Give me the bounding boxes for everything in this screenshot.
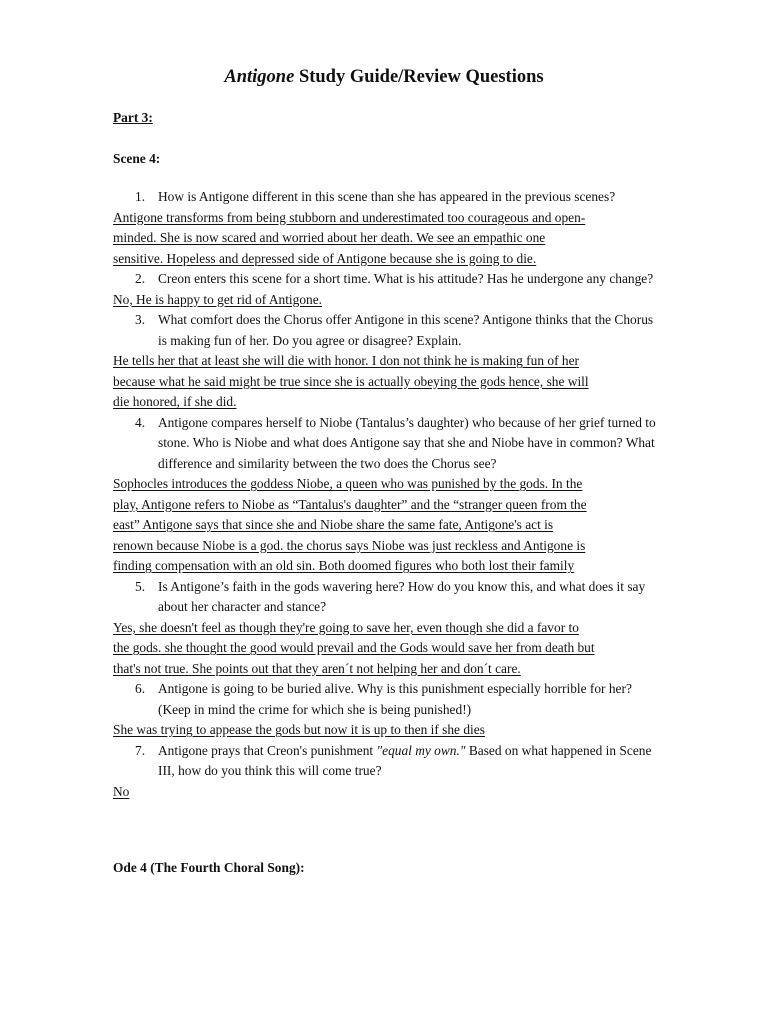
page-title <box>0 66 768 88</box>
scene-heading: Scene 4: <box>113 151 161 166</box>
question-text-end: Based on what happened in Scene III, how do you think this will come true? <box>158 742 652 778</box>
answer-line: She was trying to appease the gods but now it is up to then if she dies <box>113 722 485 737</box>
question-number: 3. <box>135 312 146 327</box>
answer-6 <box>113 720 658 741</box>
answer-line: No, He is happy to get rid of Antigone. <box>113 291 323 307</box>
answer-line: that's not true. She points out that they aren´t not helping her and don´t care. <box>113 660 521 676</box>
answer-line: He tells her that at least she will die with honor. I don not think he is making fun of her <box>113 353 579 368</box>
question-6 <box>135 679 658 720</box>
question-7 <box>135 741 658 782</box>
answer-line: Sophocles introduces the goddess Niobe, a queen who was punished by the gods. In the <box>113 476 583 491</box>
question-3 <box>135 310 658 351</box>
question-5 <box>135 577 658 618</box>
answer-line: finding compensation with an old sin. Both doomed figures who both lost their family <box>113 558 575 573</box>
answer-line: Antigone transforms from being stubborn and underestimated too courageous and open- <box>113 209 586 225</box>
question-text: Creon enters this scene for a short time. What is his attitude? Has he undergone any change? <box>158 271 654 286</box>
question-4 <box>135 413 658 475</box>
answer-1 <box>113 208 658 270</box>
question-text: What comfort does the Chorus offer Antigone in this scene? Antigone thinks that the Chorus is making fun of her. Do you agree or disagree? Explain. <box>158 312 654 348</box>
question-number: 4. <box>135 414 146 430</box>
answer-line: the gods. she thought the good would prevail and the Gods would save her from death but <box>113 640 595 655</box>
question-text-start: Antigone prays that Creon's punishment <box>158 742 377 758</box>
question-text: How is Antigone different in this scene than she has appeared in the previous scenes? <box>158 189 616 204</box>
title-italic: Antigone <box>224 67 295 87</box>
answer-line: Yes, she doesn't feel as though they're going to save her, even though she did a favor to <box>113 619 579 635</box>
question-quote: "equal my own." <box>376 742 466 758</box>
answer-line: sensitive. Hopeless and depressed side of Antigone because she is going to die. <box>113 250 537 266</box>
answer-7 <box>113 782 658 803</box>
question-text: Antigone is going to be buried alive. Why is this punishment especially horrible for her? (Keep in mind the crime for which she is being punished!) <box>158 681 632 717</box>
question-number: 6. <box>135 681 146 696</box>
answer-5 <box>113 618 658 680</box>
question-number: 2. <box>135 271 146 286</box>
ode-heading: Ode 4 (The Fourth Choral Song): <box>113 860 305 875</box>
part-heading: Part 3: <box>113 110 153 125</box>
questions-list <box>0 187 768 802</box>
question-number: 7. <box>135 742 146 758</box>
question-text: Antigone compares herself to Niobe (Tantalus’s daughter) who because of her grief turned to stone. Who is Niobe and what does Antigone say that she and Niobe have in common? What difference and similarity between the two does the Chorus see? <box>158 414 656 471</box>
question-number: 5. <box>135 578 146 594</box>
title-rest: Study Guide/Review Questions <box>294 67 544 87</box>
answer-line: east” Antigone says that since she and Niobe share the same fate, Antigone's act is <box>113 517 554 532</box>
answer-line: because what he said might be true since she is actually obeying the gods hence, she will <box>113 373 589 389</box>
question-1 <box>135 187 658 208</box>
answer-4 <box>113 474 658 577</box>
answer-line: renown because Niobe is a god. the chorus says Niobe was just reckless and Antigone is <box>113 537 586 553</box>
answer-line: die honored, if she did. <box>113 394 237 409</box>
question-text: Is Antigone’s faith in the gods wavering here? How do you know this, and what does it say about her character and stance? <box>158 578 646 614</box>
answer-2 <box>113 290 658 311</box>
answer-line: minded. She is now scared and worried about her death. We see an empathic one <box>113 230 546 245</box>
answer-3 <box>113 351 658 413</box>
question-2 <box>135 269 658 290</box>
answer-line: play, Antigone refers to Niobe as “Tantalus's daughter” and the “stranger queen from the <box>113 496 587 512</box>
question-number: 1. <box>135 189 146 204</box>
answer-line: No <box>113 783 130 799</box>
